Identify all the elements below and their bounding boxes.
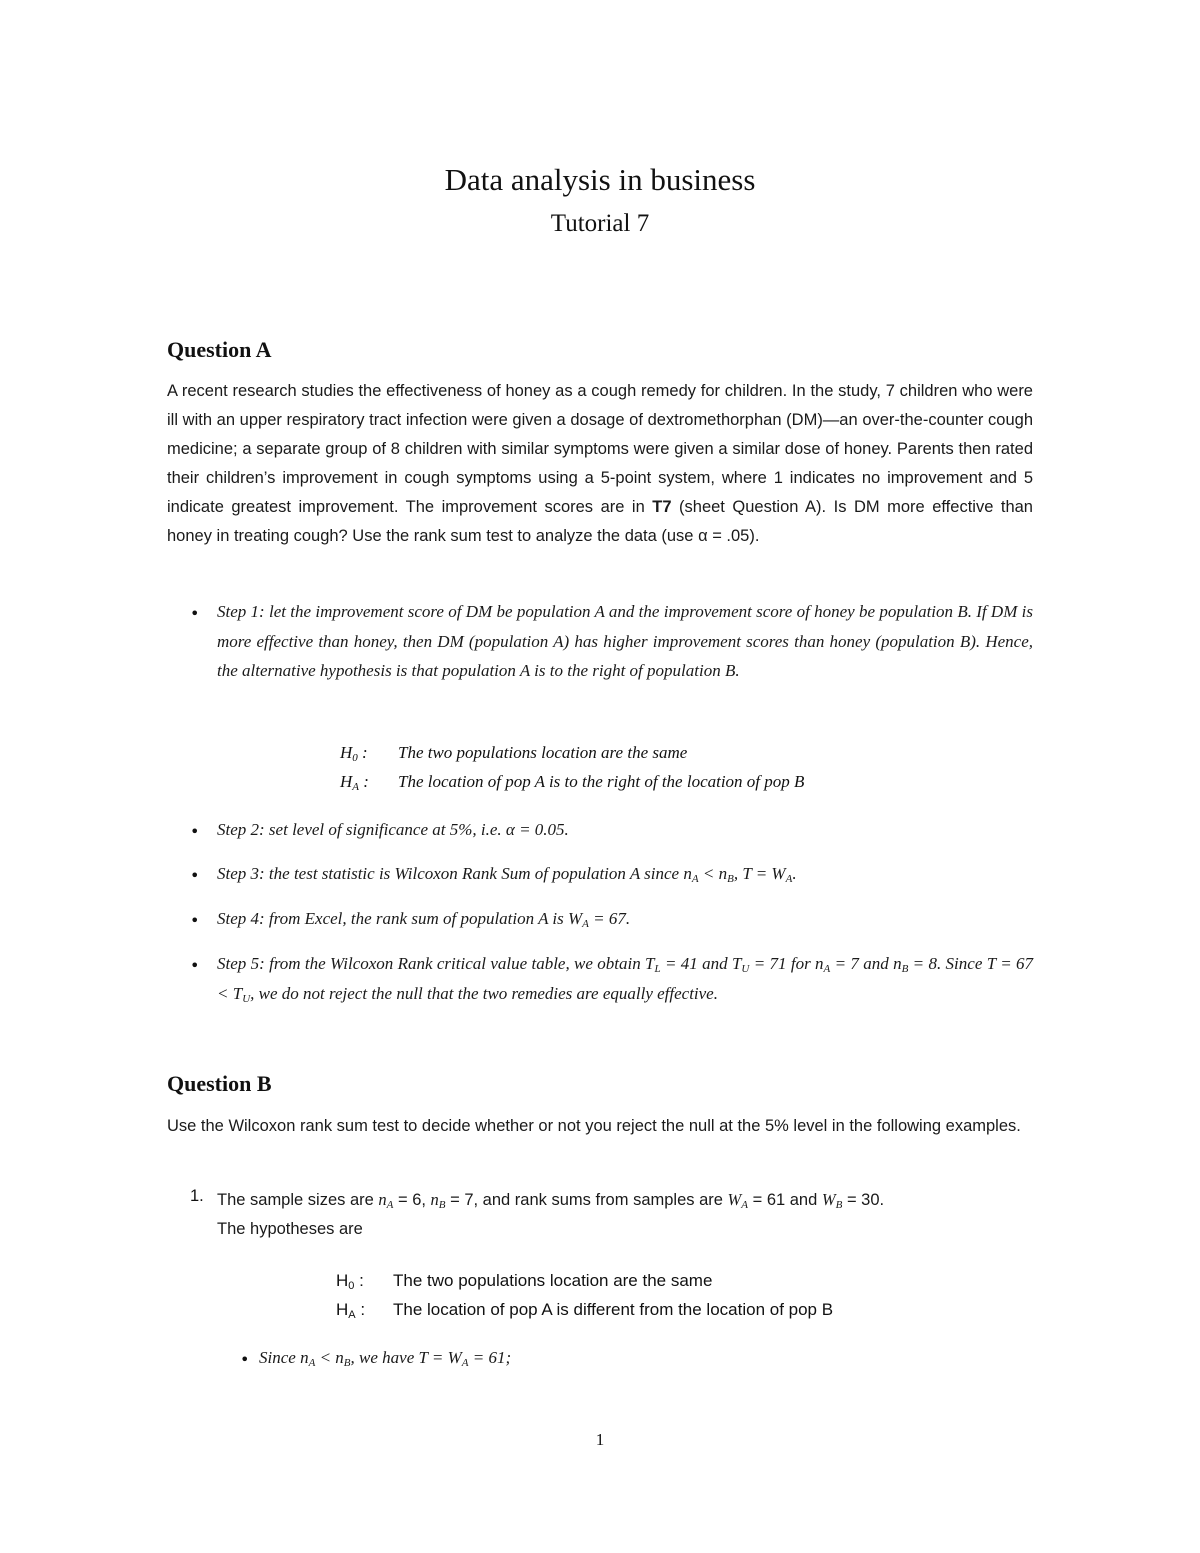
question-b-item-1: The sample sizes are $n_A = 6$, $n_B = 7$, and rank sums from samples are $W_A = 61$ and $W_B = 30$. The hypotheses are — [217, 1190, 885, 1238]
document-title: Data analysis in business — [444, 162, 756, 197]
bullet-icon: • — [190, 822, 200, 841]
null-hypothesis-text: The two populations location are the same — [398, 743, 688, 762]
question-a-intro-file: T7 — [652, 498, 672, 516]
null-hypothesis-label: $H_0$ : — [340, 743, 368, 764]
question-a-intro — [167, 377, 1033, 551]
question-b-intro: Use the Wilcoxon rank sum test to decide whether or not you reject the null at the 5% level in the following examples. — [167, 1117, 1021, 1135]
null-hypothesis-label: $H_0$ : — [336, 1271, 364, 1292]
bullet-icon: • — [190, 604, 200, 623]
alt-hypothesis-label: $H_A$ : — [336, 1300, 366, 1321]
item-number: 1. — [190, 1187, 204, 1205]
question-a-intro-text-1: A recent research studies the effectiveness of honey as a cough remedy for children. In the study, 7 children who were ill with an upper respiratory tract infection were given a dosage of dextromethorphan (DM)—an over-the-counter cough medicine; a separate group of 8 children with similar symptoms were given a similar dose of honey. Parents then rated their children’s improvement in cough symptoms using a 5-point system, where 1 indicates no improvement and 5 indicate greatest improvement. The improvement scores are in — [167, 382, 1033, 516]
step-3: Step 3: the test statistic is Wilcoxon Rank Sum of population A since $n_A < n_B$, $T = W_A$. — [217, 864, 797, 885]
step-1: Step 1: let the improvement score of DM be population A and the improvement score of honey be population B. If DM is more effective than honey, then DM (population A) has higher improvement scores than honey (population B). Hence, the alternative hypothesis is that population A is to the right of population B. — [217, 602, 1033, 680]
document-subtitle: Tutorial 7 — [550, 210, 650, 237]
alt-hypothesis-label: $H_A$ : — [340, 772, 369, 793]
question-b-heading: Question B — [167, 1071, 272, 1096]
question-a-intro-text-2: (sheet Question A). Is DM more effective than honey in treating cough? Use the rank sum test to analyze the data (use α = .05). — [167, 498, 1033, 545]
null-hypothesis-text: The two populations location are the same — [393, 1271, 713, 1290]
question-b-bullet-1: Since $n_A < n_B$, we have $T = W_A = 61$; — [259, 1348, 512, 1369]
alt-hypothesis-text: The location of pop A is different from the location of pop B — [393, 1300, 834, 1319]
question-a-heading: Question A — [167, 337, 272, 362]
bullet-icon: • — [190, 911, 200, 930]
page-number: 1 — [595, 1430, 605, 1449]
bullet-icon: • — [190, 956, 200, 975]
bullet-icon: • — [190, 866, 200, 885]
alt-hypothesis-text: The location of pop A is to the right of the location of pop B — [398, 772, 805, 791]
step-2: Step 2: set level of significance at 5%, i.e. α = 0.05. — [217, 820, 569, 839]
step-4: Step 4: from Excel, the rank sum of population A is $W_A = 67$. — [217, 909, 631, 930]
bullet-icon: • — [240, 1350, 250, 1369]
step-5: Step 5: from the Wilcoxon Rank critical value table, we obtain $T_L = 41$ and $T_U = 71$ for $n_A = 7$ and $n_B = 8$. Since $T = 67 < T_U$, we do not reject the null that the two remedies are equally effective. — [217, 954, 1033, 1005]
